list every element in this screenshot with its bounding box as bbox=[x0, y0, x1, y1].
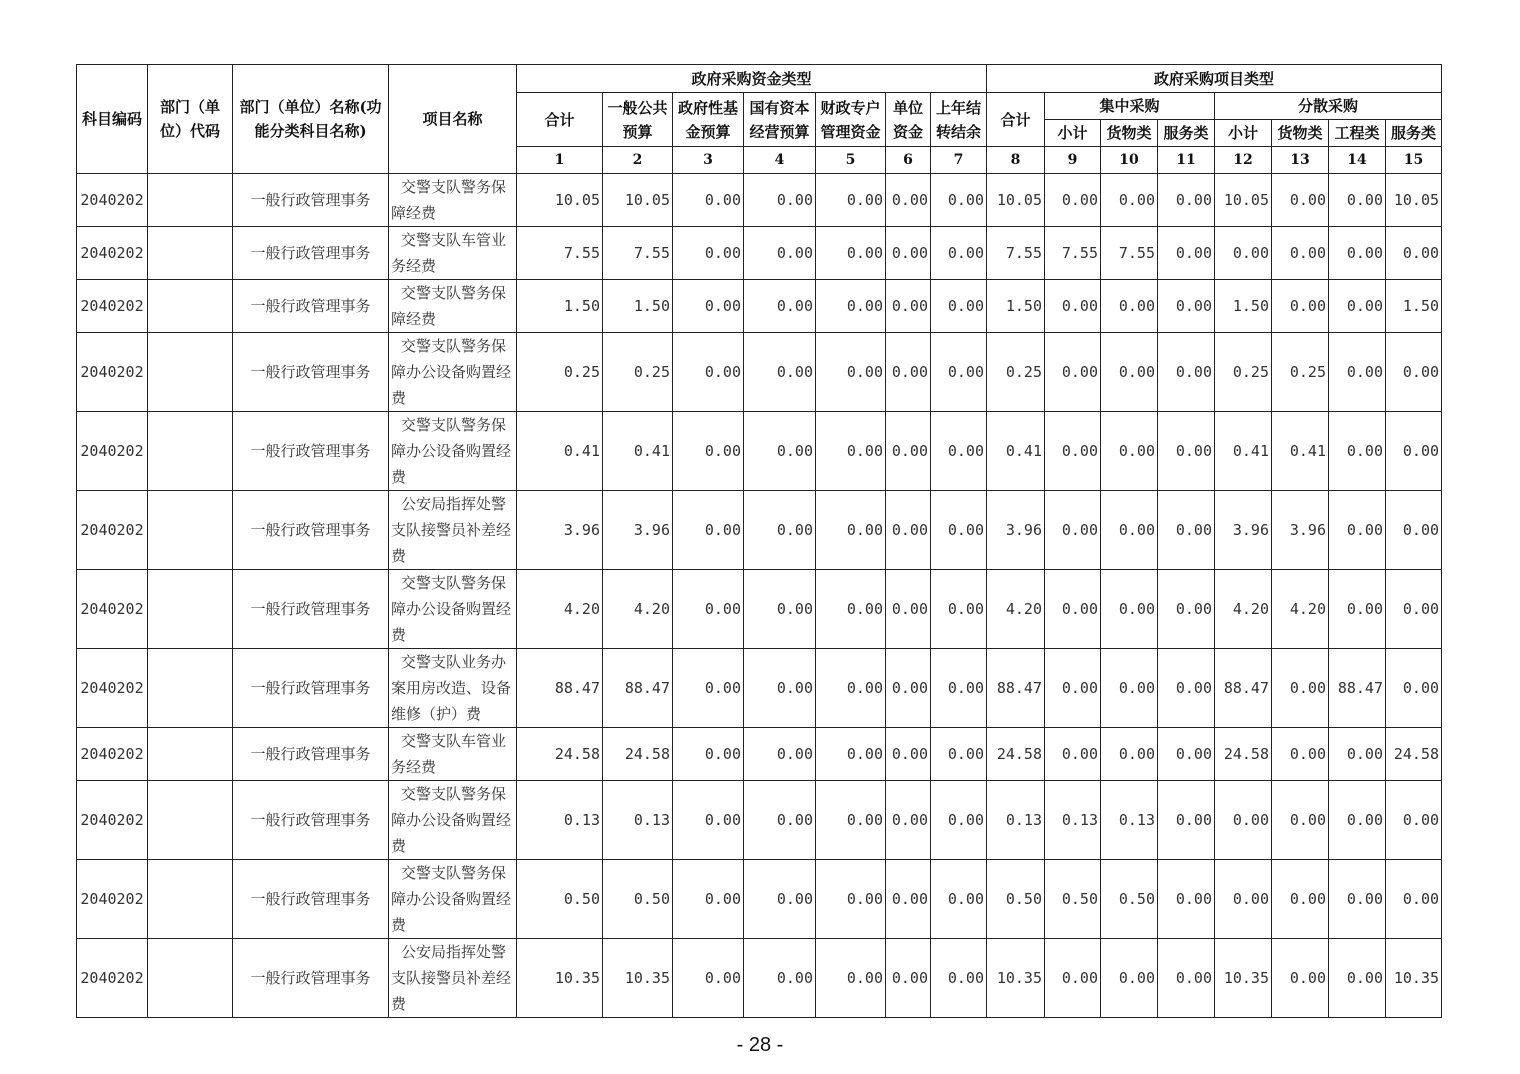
amount-cell: 0.00 bbox=[1158, 491, 1215, 570]
header-fund-col: 国有资本经营预算 bbox=[744, 93, 816, 147]
subject-code-cell: 2040202 bbox=[77, 939, 148, 1018]
amount-cell: 0.00 bbox=[931, 939, 987, 1018]
amount-cell: 0.00 bbox=[1329, 728, 1386, 781]
amount-cell: 0.41 bbox=[987, 412, 1045, 491]
page-number: - 28 - bbox=[736, 1034, 784, 1056]
amount-cell: 0.00 bbox=[886, 781, 931, 860]
amount-cell: 0.00 bbox=[1386, 570, 1442, 649]
header-dept-code: 部门（单位）代码 bbox=[148, 65, 233, 174]
amount-cell: 0.00 bbox=[816, 860, 886, 939]
amount-cell: 88.47 bbox=[1215, 649, 1272, 728]
amount-cell: 0.00 bbox=[931, 860, 987, 939]
header-fund-col: 一般公共预算 bbox=[603, 93, 673, 147]
amount-cell: 0.00 bbox=[1045, 728, 1101, 781]
amount-cell: 0.00 bbox=[931, 728, 987, 781]
amount-cell: 0.00 bbox=[673, 280, 744, 333]
amount-cell: 10.35 bbox=[517, 939, 603, 1018]
amount-cell: 0.41 bbox=[1272, 412, 1329, 491]
amount-cell: 0.00 bbox=[673, 412, 744, 491]
header-subject-code: 科目编码 bbox=[77, 65, 148, 174]
amount-cell: 0.00 bbox=[1101, 570, 1158, 649]
amount-cell: 0.00 bbox=[744, 860, 816, 939]
function-name-cell: 一般行政管理事务 bbox=[233, 491, 389, 570]
dept-code-cell bbox=[148, 570, 233, 649]
amount-cell: 0.00 bbox=[931, 491, 987, 570]
project-name-cell bbox=[389, 174, 517, 227]
amount-cell: 0.13 bbox=[603, 781, 673, 860]
amount-cell: 0.25 bbox=[1272, 333, 1329, 412]
amount-cell: 0.00 bbox=[886, 280, 931, 333]
amount-cell: 0.00 bbox=[1272, 781, 1329, 860]
function-name-cell: 一般行政管理事务 bbox=[233, 728, 389, 781]
amount-cell: 0.00 bbox=[1101, 491, 1158, 570]
amount-cell: 24.58 bbox=[1386, 728, 1442, 781]
header-dispersed-col: 小计 bbox=[1215, 120, 1272, 147]
project-name-cell bbox=[389, 227, 517, 280]
amount-cell: 0.00 bbox=[816, 781, 886, 860]
amount-cell: 0.00 bbox=[1158, 939, 1215, 1018]
amount-cell: 0.00 bbox=[744, 649, 816, 728]
project-name-cell bbox=[389, 781, 517, 860]
header-proj-total: 合计 bbox=[987, 93, 1045, 147]
column-number: 15 bbox=[1386, 147, 1442, 174]
column-number: 5 bbox=[816, 147, 886, 174]
function-name-cell: 一般行政管理事务 bbox=[233, 649, 389, 728]
amount-cell: 0.00 bbox=[931, 781, 987, 860]
table-row bbox=[77, 781, 1442, 860]
dept-code-cell bbox=[148, 939, 233, 1018]
amount-cell: 3.96 bbox=[603, 491, 673, 570]
subject-code-cell: 2040202 bbox=[77, 781, 148, 860]
amount-cell: 0.00 bbox=[816, 227, 886, 280]
amount-cell: 7.55 bbox=[1045, 227, 1101, 280]
amount-cell: 0.00 bbox=[816, 412, 886, 491]
amount-cell: 0.00 bbox=[931, 649, 987, 728]
amount-cell: 0.00 bbox=[1045, 491, 1101, 570]
amount-cell: 0.00 bbox=[931, 570, 987, 649]
column-number: 1 bbox=[517, 147, 603, 174]
project-name-text: 公安局指挥处警支队接警员补差经费 bbox=[391, 943, 512, 1013]
amount-cell: 0.00 bbox=[931, 174, 987, 227]
amount-cell: 88.47 bbox=[987, 649, 1045, 728]
function-name-cell: 一般行政管理事务 bbox=[233, 939, 389, 1018]
amount-cell: 0.00 bbox=[673, 649, 744, 728]
amount-cell: 0.00 bbox=[816, 491, 886, 570]
amount-cell: 0.25 bbox=[603, 333, 673, 412]
table-row bbox=[77, 649, 1442, 728]
amount-cell: 0.00 bbox=[1101, 333, 1158, 412]
project-name-text: 交警支队警务保障经费 bbox=[391, 284, 507, 328]
function-name-cell: 一般行政管理事务 bbox=[233, 227, 389, 280]
project-name-cell bbox=[389, 412, 517, 491]
amount-cell: 0.00 bbox=[886, 649, 931, 728]
dept-code-cell bbox=[148, 781, 233, 860]
header-project-name: 项目名称 bbox=[389, 65, 517, 174]
column-number: 9 bbox=[1045, 147, 1101, 174]
amount-cell: 0.00 bbox=[1045, 649, 1101, 728]
amount-cell: 0.41 bbox=[1215, 412, 1272, 491]
amount-cell: 0.00 bbox=[744, 333, 816, 412]
amount-cell: 0.00 bbox=[673, 860, 744, 939]
amount-cell: 10.05 bbox=[603, 174, 673, 227]
subject-code-cell: 2040202 bbox=[77, 280, 148, 333]
header-fund-col: 合计 bbox=[517, 93, 603, 147]
amount-cell: 0.00 bbox=[744, 280, 816, 333]
table-row bbox=[77, 570, 1442, 649]
amount-cell: 24.58 bbox=[603, 728, 673, 781]
amount-cell: 24.58 bbox=[517, 728, 603, 781]
column-number: 10 bbox=[1101, 147, 1158, 174]
amount-cell: 88.47 bbox=[517, 649, 603, 728]
dept-code-cell bbox=[148, 728, 233, 781]
function-name-cell: 一般行政管理事务 bbox=[233, 412, 389, 491]
header-dept-name: 部门（单位）名称(功能分类科目名称) bbox=[233, 65, 389, 174]
subject-code-cell: 2040202 bbox=[77, 570, 148, 649]
dept-code-cell bbox=[148, 333, 233, 412]
amount-cell: 0.00 bbox=[1329, 570, 1386, 649]
amount-cell: 24.58 bbox=[987, 728, 1045, 781]
function-name-cell: 一般行政管理事务 bbox=[233, 174, 389, 227]
dept-code-cell bbox=[148, 491, 233, 570]
amount-cell: 0.00 bbox=[1329, 174, 1386, 227]
header-fund-col: 政府性基金预算 bbox=[673, 93, 744, 147]
amount-cell: 0.00 bbox=[1329, 412, 1386, 491]
amount-cell: 0.00 bbox=[1158, 781, 1215, 860]
dept-code-cell bbox=[148, 227, 233, 280]
column-number: 6 bbox=[886, 147, 931, 174]
amount-cell: 0.00 bbox=[1101, 174, 1158, 227]
amount-cell: 0.00 bbox=[1272, 649, 1329, 728]
table-row bbox=[77, 333, 1442, 412]
amount-cell: 0.00 bbox=[1158, 649, 1215, 728]
amount-cell: 7.55 bbox=[517, 227, 603, 280]
amount-cell: 10.05 bbox=[1215, 174, 1272, 227]
amount-cell: 1.50 bbox=[987, 280, 1045, 333]
amount-cell: 0.00 bbox=[1272, 728, 1329, 781]
amount-cell: 0.00 bbox=[673, 939, 744, 1018]
table-body bbox=[77, 174, 1442, 1018]
amount-cell: 3.96 bbox=[517, 491, 603, 570]
dept-code-cell bbox=[148, 174, 233, 227]
project-name-text: 交警支队业务办案用房改造、设备维修（护）费 bbox=[391, 653, 512, 723]
amount-cell: 0.00 bbox=[886, 491, 931, 570]
project-name-text: 交警支队警务保障办公设备购置经费 bbox=[391, 337, 512, 407]
amount-cell: 4.20 bbox=[1272, 570, 1329, 649]
amount-cell: 0.00 bbox=[1158, 280, 1215, 333]
amount-cell: 0.00 bbox=[673, 570, 744, 649]
amount-cell: 0.00 bbox=[1045, 412, 1101, 491]
amount-cell: 24.58 bbox=[1215, 728, 1272, 781]
table-row bbox=[77, 174, 1442, 227]
amount-cell: 0.00 bbox=[673, 174, 744, 227]
amount-cell: 0.25 bbox=[1215, 333, 1272, 412]
amount-cell: 0.00 bbox=[1272, 227, 1329, 280]
header-dispersed: 分散采购 bbox=[1215, 93, 1442, 120]
project-name-cell bbox=[389, 860, 517, 939]
dept-code-cell bbox=[148, 860, 233, 939]
amount-cell: 4.20 bbox=[517, 570, 603, 649]
amount-cell: 0.00 bbox=[1045, 333, 1101, 412]
amount-cell: 0.00 bbox=[1386, 491, 1442, 570]
dept-code-cell bbox=[148, 412, 233, 491]
header-fund-col: 单位资金 bbox=[886, 93, 931, 147]
amount-cell: 0.00 bbox=[673, 333, 744, 412]
amount-cell: 0.00 bbox=[886, 728, 931, 781]
amount-cell: 0.00 bbox=[744, 412, 816, 491]
column-number: 14 bbox=[1329, 147, 1386, 174]
amount-cell: 0.00 bbox=[1101, 728, 1158, 781]
amount-cell: 10.35 bbox=[603, 939, 673, 1018]
amount-cell: 0.00 bbox=[1158, 412, 1215, 491]
amount-cell: 3.96 bbox=[1272, 491, 1329, 570]
header-dispersed-col: 工程类 bbox=[1329, 120, 1386, 147]
project-name-cell bbox=[389, 728, 517, 781]
amount-cell: 0.50 bbox=[603, 860, 673, 939]
amount-cell: 0.00 bbox=[816, 939, 886, 1018]
amount-cell: 0.00 bbox=[1101, 649, 1158, 728]
amount-cell: 0.50 bbox=[517, 860, 603, 939]
header-central-col: 服务类 bbox=[1158, 120, 1215, 147]
amount-cell: 0.00 bbox=[1386, 860, 1442, 939]
amount-cell: 0.00 bbox=[816, 570, 886, 649]
column-number: 4 bbox=[744, 147, 816, 174]
amount-cell: 10.35 bbox=[1215, 939, 1272, 1018]
amount-cell: 0.00 bbox=[1158, 174, 1215, 227]
subject-code-cell: 2040202 bbox=[77, 227, 148, 280]
amount-cell: 0.00 bbox=[1329, 280, 1386, 333]
amount-cell: 0.00 bbox=[1386, 333, 1442, 412]
amount-cell: 1.50 bbox=[1386, 280, 1442, 333]
amount-cell: 0.00 bbox=[744, 174, 816, 227]
amount-cell: 0.25 bbox=[987, 333, 1045, 412]
amount-cell: 0.00 bbox=[1158, 570, 1215, 649]
header-fund-col: 上年结转结余 bbox=[931, 93, 987, 147]
amount-cell: 0.00 bbox=[1386, 649, 1442, 728]
table-row bbox=[77, 412, 1442, 491]
amount-cell: 1.50 bbox=[517, 280, 603, 333]
amount-cell: 0.00 bbox=[1386, 781, 1442, 860]
amount-cell: 0.00 bbox=[1158, 333, 1215, 412]
column-number: 2 bbox=[603, 147, 673, 174]
function-name-cell: 一般行政管理事务 bbox=[233, 333, 389, 412]
subject-code-cell: 2040202 bbox=[77, 860, 148, 939]
amount-cell: 7.55 bbox=[987, 227, 1045, 280]
amount-cell: 0.00 bbox=[1158, 728, 1215, 781]
amount-cell: 0.00 bbox=[1215, 781, 1272, 860]
project-name-text: 交警支队警务保障办公设备购置经费 bbox=[391, 785, 512, 855]
table-row bbox=[77, 280, 1442, 333]
project-name-cell bbox=[389, 333, 517, 412]
amount-cell: 0.00 bbox=[1215, 227, 1272, 280]
function-name-cell: 一般行政管理事务 bbox=[233, 280, 389, 333]
amount-cell: 1.50 bbox=[603, 280, 673, 333]
amount-cell: 0.00 bbox=[886, 227, 931, 280]
amount-cell: 0.00 bbox=[673, 728, 744, 781]
amount-cell: 3.96 bbox=[987, 491, 1045, 570]
amount-cell: 0.00 bbox=[816, 280, 886, 333]
column-number: 3 bbox=[673, 147, 744, 174]
table-row bbox=[77, 491, 1442, 570]
function-name-cell: 一般行政管理事务 bbox=[233, 781, 389, 860]
subject-code-cell: 2040202 bbox=[77, 174, 148, 227]
amount-cell: 88.47 bbox=[603, 649, 673, 728]
amount-cell: 0.00 bbox=[744, 939, 816, 1018]
amount-cell: 0.00 bbox=[1101, 412, 1158, 491]
amount-cell: 0.00 bbox=[673, 781, 744, 860]
amount-cell: 0.13 bbox=[1101, 781, 1158, 860]
amount-cell: 0.13 bbox=[517, 781, 603, 860]
amount-cell: 0.41 bbox=[517, 412, 603, 491]
amount-cell: 0.00 bbox=[744, 781, 816, 860]
amount-cell: 0.25 bbox=[517, 333, 603, 412]
amount-cell: 0.13 bbox=[987, 781, 1045, 860]
amount-cell: 0.00 bbox=[1329, 491, 1386, 570]
amount-cell: 0.00 bbox=[1329, 939, 1386, 1018]
amount-cell: 0.13 bbox=[1045, 781, 1101, 860]
project-name-text: 交警支队警务保障办公设备购置经费 bbox=[391, 574, 512, 644]
project-name-text: 交警支队车管业务经费 bbox=[391, 231, 507, 275]
header-project-type-group: 政府采购项目类型 bbox=[987, 65, 1442, 93]
amount-cell: 0.00 bbox=[1158, 227, 1215, 280]
amount-cell: 3.96 bbox=[1215, 491, 1272, 570]
amount-cell: 0.00 bbox=[886, 412, 931, 491]
project-name-cell bbox=[389, 570, 517, 649]
table-row bbox=[77, 939, 1442, 1018]
header-fund-type-group: 政府采购资金类型 bbox=[517, 65, 987, 93]
amount-cell: 0.00 bbox=[1045, 939, 1101, 1018]
project-name-cell bbox=[389, 939, 517, 1018]
amount-cell: 0.00 bbox=[1272, 939, 1329, 1018]
amount-cell: 7.55 bbox=[603, 227, 673, 280]
amount-cell: 0.00 bbox=[1272, 280, 1329, 333]
header-central-col: 货物类 bbox=[1101, 120, 1158, 147]
amount-cell: 0.00 bbox=[1272, 174, 1329, 227]
column-number: 11 bbox=[1158, 147, 1215, 174]
amount-cell: 0.00 bbox=[1045, 570, 1101, 649]
amount-cell: 0.00 bbox=[1386, 412, 1442, 491]
amount-cell: 0.50 bbox=[987, 860, 1045, 939]
subject-code-cell: 2040202 bbox=[77, 728, 148, 781]
amount-cell: 0.00 bbox=[1272, 860, 1329, 939]
amount-cell: 10.35 bbox=[1386, 939, 1442, 1018]
subject-code-cell: 2040202 bbox=[77, 333, 148, 412]
project-name-text: 交警支队车管业务经费 bbox=[391, 732, 507, 776]
amount-cell: 0.00 bbox=[1329, 227, 1386, 280]
project-name-text: 交警支队警务保障办公设备购置经费 bbox=[391, 864, 512, 934]
function-name-cell: 一般行政管理事务 bbox=[233, 860, 389, 939]
amount-cell: 0.00 bbox=[931, 280, 987, 333]
procurement-budget-table bbox=[76, 64, 1442, 1018]
table-header bbox=[77, 65, 1442, 174]
amount-cell: 7.55 bbox=[1101, 227, 1158, 280]
amount-cell: 0.00 bbox=[816, 649, 886, 728]
amount-cell: 0.00 bbox=[931, 333, 987, 412]
amount-cell: 0.00 bbox=[744, 728, 816, 781]
subject-code-cell: 2040202 bbox=[77, 649, 148, 728]
project-name-text: 公安局指挥处警支队接警员补差经费 bbox=[391, 495, 512, 565]
project-name-cell bbox=[389, 649, 517, 728]
column-number: 8 bbox=[987, 147, 1045, 174]
amount-cell: 0.00 bbox=[886, 939, 931, 1018]
amount-cell: 88.47 bbox=[1329, 649, 1386, 728]
amount-cell: 4.20 bbox=[987, 570, 1045, 649]
function-name-cell: 一般行政管理事务 bbox=[233, 570, 389, 649]
amount-cell: 0.00 bbox=[1158, 860, 1215, 939]
table-row bbox=[77, 227, 1442, 280]
amount-cell: 0.00 bbox=[1045, 280, 1101, 333]
amount-cell: 0.00 bbox=[816, 174, 886, 227]
amount-cell: 0.00 bbox=[1045, 174, 1101, 227]
subject-code-cell: 2040202 bbox=[77, 412, 148, 491]
table-row bbox=[77, 728, 1442, 781]
amount-cell: 0.00 bbox=[1215, 860, 1272, 939]
amount-cell: 0.00 bbox=[673, 491, 744, 570]
project-name-text: 交警支队警务保障经费 bbox=[391, 178, 507, 222]
amount-cell: 0.41 bbox=[603, 412, 673, 491]
amount-cell: 0.00 bbox=[1329, 781, 1386, 860]
amount-cell: 4.20 bbox=[1215, 570, 1272, 649]
header-dispersed-col: 服务类 bbox=[1386, 120, 1442, 147]
amount-cell: 0.00 bbox=[673, 227, 744, 280]
amount-cell: 0.50 bbox=[1045, 860, 1101, 939]
project-name-cell bbox=[389, 491, 517, 570]
amount-cell: 0.00 bbox=[931, 227, 987, 280]
subject-code-cell: 2040202 bbox=[77, 491, 148, 570]
amount-cell: 10.05 bbox=[987, 174, 1045, 227]
header-central-col: 小计 bbox=[1045, 120, 1101, 147]
project-name-cell bbox=[389, 280, 517, 333]
amount-cell: 1.50 bbox=[1215, 280, 1272, 333]
amount-cell: 10.05 bbox=[517, 174, 603, 227]
column-number: 7 bbox=[931, 147, 987, 174]
amount-cell: 0.00 bbox=[744, 227, 816, 280]
amount-cell: 0.00 bbox=[816, 333, 886, 412]
amount-cell: 0.00 bbox=[1101, 280, 1158, 333]
header-central: 集中采购 bbox=[1045, 93, 1215, 120]
amount-cell: 0.00 bbox=[744, 491, 816, 570]
amount-cell: 0.00 bbox=[886, 174, 931, 227]
amount-cell: 0.00 bbox=[886, 860, 931, 939]
dept-code-cell bbox=[148, 649, 233, 728]
header-fund-col: 财政专户管理资金 bbox=[816, 93, 886, 147]
amount-cell: 10.05 bbox=[1386, 174, 1442, 227]
dept-code-cell bbox=[148, 280, 233, 333]
amount-cell: 0.00 bbox=[931, 412, 987, 491]
amount-cell: 0.50 bbox=[1101, 860, 1158, 939]
amount-cell: 4.20 bbox=[603, 570, 673, 649]
table-row bbox=[77, 860, 1442, 939]
amount-cell: 0.00 bbox=[1386, 227, 1442, 280]
amount-cell: 0.00 bbox=[1101, 939, 1158, 1018]
amount-cell: 0.00 bbox=[816, 728, 886, 781]
amount-cell: 0.00 bbox=[1329, 860, 1386, 939]
header-dispersed-col: 货物类 bbox=[1272, 120, 1329, 147]
column-number: 13 bbox=[1272, 147, 1329, 174]
amount-cell: 10.35 bbox=[987, 939, 1045, 1018]
amount-cell: 0.00 bbox=[886, 333, 931, 412]
project-name-text: 交警支队警务保障办公设备购置经费 bbox=[391, 416, 512, 486]
column-number: 12 bbox=[1215, 147, 1272, 174]
amount-cell: 0.00 bbox=[1329, 333, 1386, 412]
amount-cell: 0.00 bbox=[886, 570, 931, 649]
amount-cell: 0.00 bbox=[744, 570, 816, 649]
